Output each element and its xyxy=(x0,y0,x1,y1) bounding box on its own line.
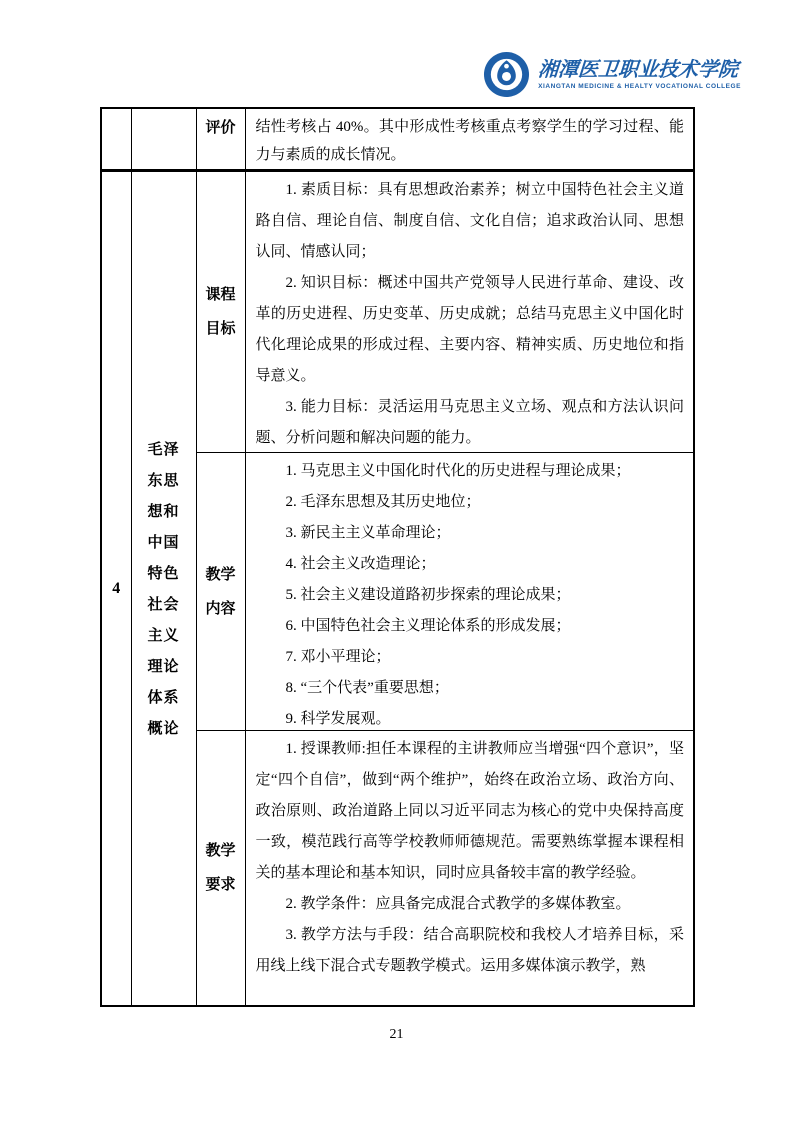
row-label: 评价 xyxy=(205,119,236,136)
paragraph: 结性考核占 40%。其中形成性考核重点考察学生的学习过程、能力与素质的成长情况。 xyxy=(255,119,684,163)
paragraph: 3. 教学方法与手段：结合高职院校和我校人才培养目标，采用线上线下混合式专题教学模式。运用多媒体演示教学，熟 xyxy=(255,927,684,974)
college-name-en: XIANGTAN MEDICINE & HEALTY VOCATIONAL COLLEGE xyxy=(538,83,741,90)
list-item: 8. “三个代表”重要思想； xyxy=(285,680,449,696)
college-name-cn: 湘潭医卫职业技术学院 xyxy=(537,59,739,81)
list-item: 3. 新民主主义革命理论； xyxy=(285,525,451,541)
paragraph: 1. 授课教师:担任本课程的主讲教师应当增强“四个意识”，坚定“四个自信”，做到“两个维护”，始终在政治立场、政治方向、政治原则、政治道路上同以习近平同志为核心的党中央保持高度一致，模范践行高等学校教师师德规范。需要熟练掌握本课程相关的基本理论和基本知识，同时应具备较丰富的教学经验。 xyxy=(255,741,684,881)
cell-content-text xyxy=(245,453,694,731)
list-item: 5. 社会主义建设道路初步探索的理论成果； xyxy=(285,587,571,603)
row-label: 教学要求 xyxy=(205,842,236,893)
list-item: 7. 邓小平理论； xyxy=(285,649,391,665)
list-item: 6. 中国特色社会主义理论体系的形成发展； xyxy=(285,618,571,634)
cell-requirements-text xyxy=(245,731,694,1007)
paragraph: 2. 知识目标：概述中国共产党领导人民进行革命、建设、改革的历史进程、历史变革、历史成就；总结马克思主义中国化时代化理论成果的形成过程、主要内容、精神实质、历史地位和指导意义。 xyxy=(255,275,684,384)
cell-evaluation-label xyxy=(196,108,245,171)
course-name-vertical: 毛泽东思想和中国特色社会主义理论体系概论 xyxy=(147,440,180,737)
row-label: 教学内容 xyxy=(205,565,236,617)
cell-course-name xyxy=(131,171,196,1007)
college-logo xyxy=(483,51,741,98)
cell-objectives-text xyxy=(245,171,694,453)
list-item: 4. 社会主义改造理论； xyxy=(285,556,436,572)
cell-content-label xyxy=(196,453,245,731)
cell-requirements-label xyxy=(196,731,245,1007)
cell-empty-course xyxy=(131,108,196,171)
table-row-course-objectives xyxy=(101,171,694,453)
row-label: 课程目标 xyxy=(205,286,236,337)
cell-empty-number xyxy=(101,108,131,171)
cell-objectives-label xyxy=(196,171,245,453)
paragraph: 2. 教学条件：应具备完成混合式教学的多媒体教室。 xyxy=(285,896,631,912)
page-number: 21 xyxy=(389,1027,404,1042)
list-item: 2. 毛泽东思想及其历史地位； xyxy=(285,494,481,510)
paragraph: 3. 能力目标：灵活运用马克思主义立场、观点和方法认识问题、分析问题和解决问题的能力。 xyxy=(255,399,684,446)
list-item: 1. 马克思主义中国化时代化的历史进程与理论成果； xyxy=(285,463,631,479)
list-item: 9. 科学发展观。 xyxy=(285,711,391,727)
paragraph: 1. 素质目标：具有思想政治素养；树立中国特色社会主义道路自信、理论自信、制度自信、文化自信；追求政治认同、思想认同、情感认同； xyxy=(255,182,684,260)
cell-record-number: 4 xyxy=(101,171,131,1007)
college-name-block xyxy=(538,59,741,90)
college-emblem-icon xyxy=(483,51,530,98)
table-row-evaluation xyxy=(101,108,694,171)
course-syllabus-table xyxy=(100,107,695,1007)
cell-evaluation-text xyxy=(245,108,694,171)
